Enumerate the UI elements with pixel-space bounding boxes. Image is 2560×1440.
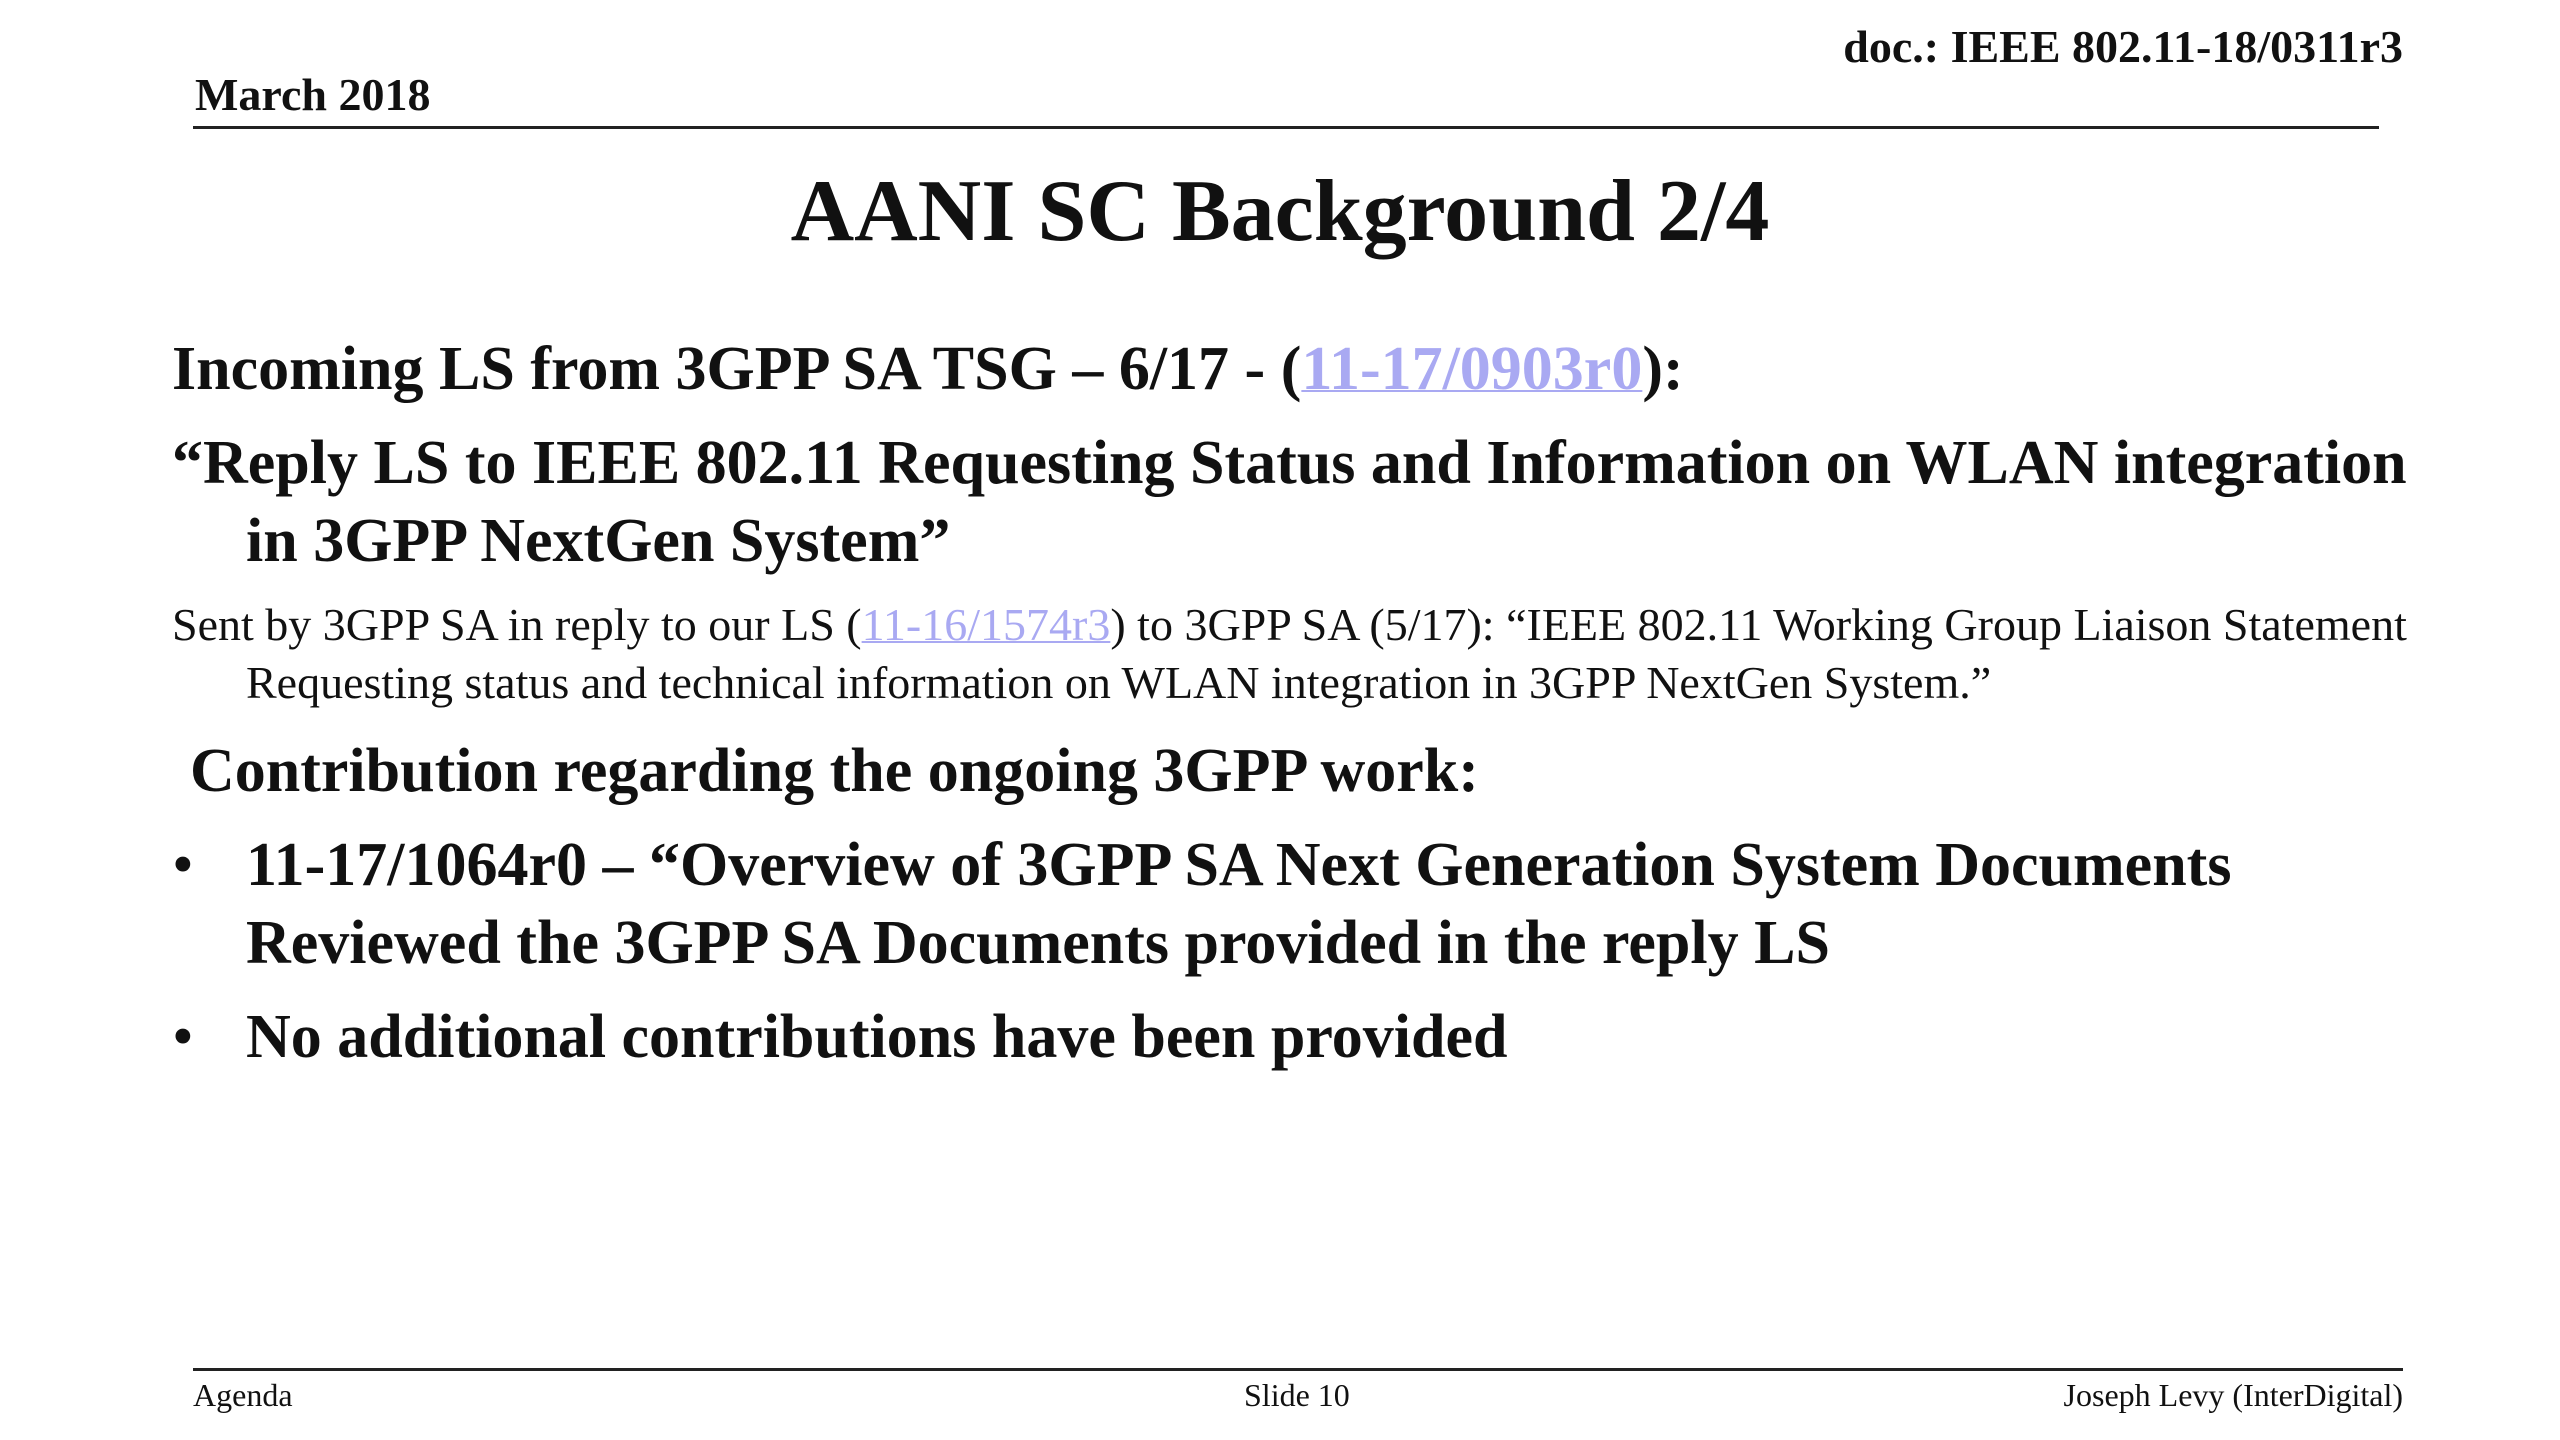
slide-body [172,330,2452,1092]
bullet-text: 11-17/1064r0 – “Overview of 3GPP SA Next Generation System Documents Reviewed the 3GPP SA Documents provided in the reply LS [246,831,2232,977]
list-item [172,998,2452,1076]
reply-ls-title: “Reply LS to IEEE 802.11 Requesting Status and Information on WLAN integration in 3GPP NextGen System” [172,429,2407,575]
contribution-heading: Contribution regarding the ongoing 3GPP work: [190,737,1479,805]
contribution-list [172,826,2452,1076]
header-doc-id: doc.: IEEE 802.11-18/0311r3 [1843,21,2403,72]
incoming-ls-suffix: ): [1642,335,1684,403]
sent-by-suffix: ) to 3GPP SA (5/17): “IEEE 802.11 Working Group Liaison Statement Requesting status and technical information on WLAN integration in 3GPP NextGen System.” [246,599,2407,708]
incoming-ls-line [172,330,2452,408]
footer-section-label: Agenda [193,1377,293,1413]
incoming-ls-prefix: Incoming LS from 3GPP SA TSG – 6/17 - ( [172,335,1302,403]
bullet-marker: • [172,831,194,899]
incoming-ls-doc-link[interactable]: 11-17/0903r0 [1301,335,1643,403]
sent-by-prefix: Sent by 3GPP SA in reply to our LS ( [172,599,862,650]
bullet-marker: • [172,1003,194,1071]
slide-title: AANI SC Background 2/4 [790,163,1770,260]
list-item [172,826,2452,982]
bullet-text: No additional contributions have been provided [246,1003,1508,1071]
footer-slide-number: Slide 10 [1244,1377,1350,1413]
our-ls-doc-link[interactable]: 11-16/1574r3 [861,599,1111,650]
header-divider [193,126,2379,129]
footer-divider [193,1368,2403,1371]
header-date: March 2018 [195,69,431,120]
footer-author: Joseph Levy (InterDigital) [2063,1377,2403,1413]
sent-by-paragraph [172,596,2452,712]
